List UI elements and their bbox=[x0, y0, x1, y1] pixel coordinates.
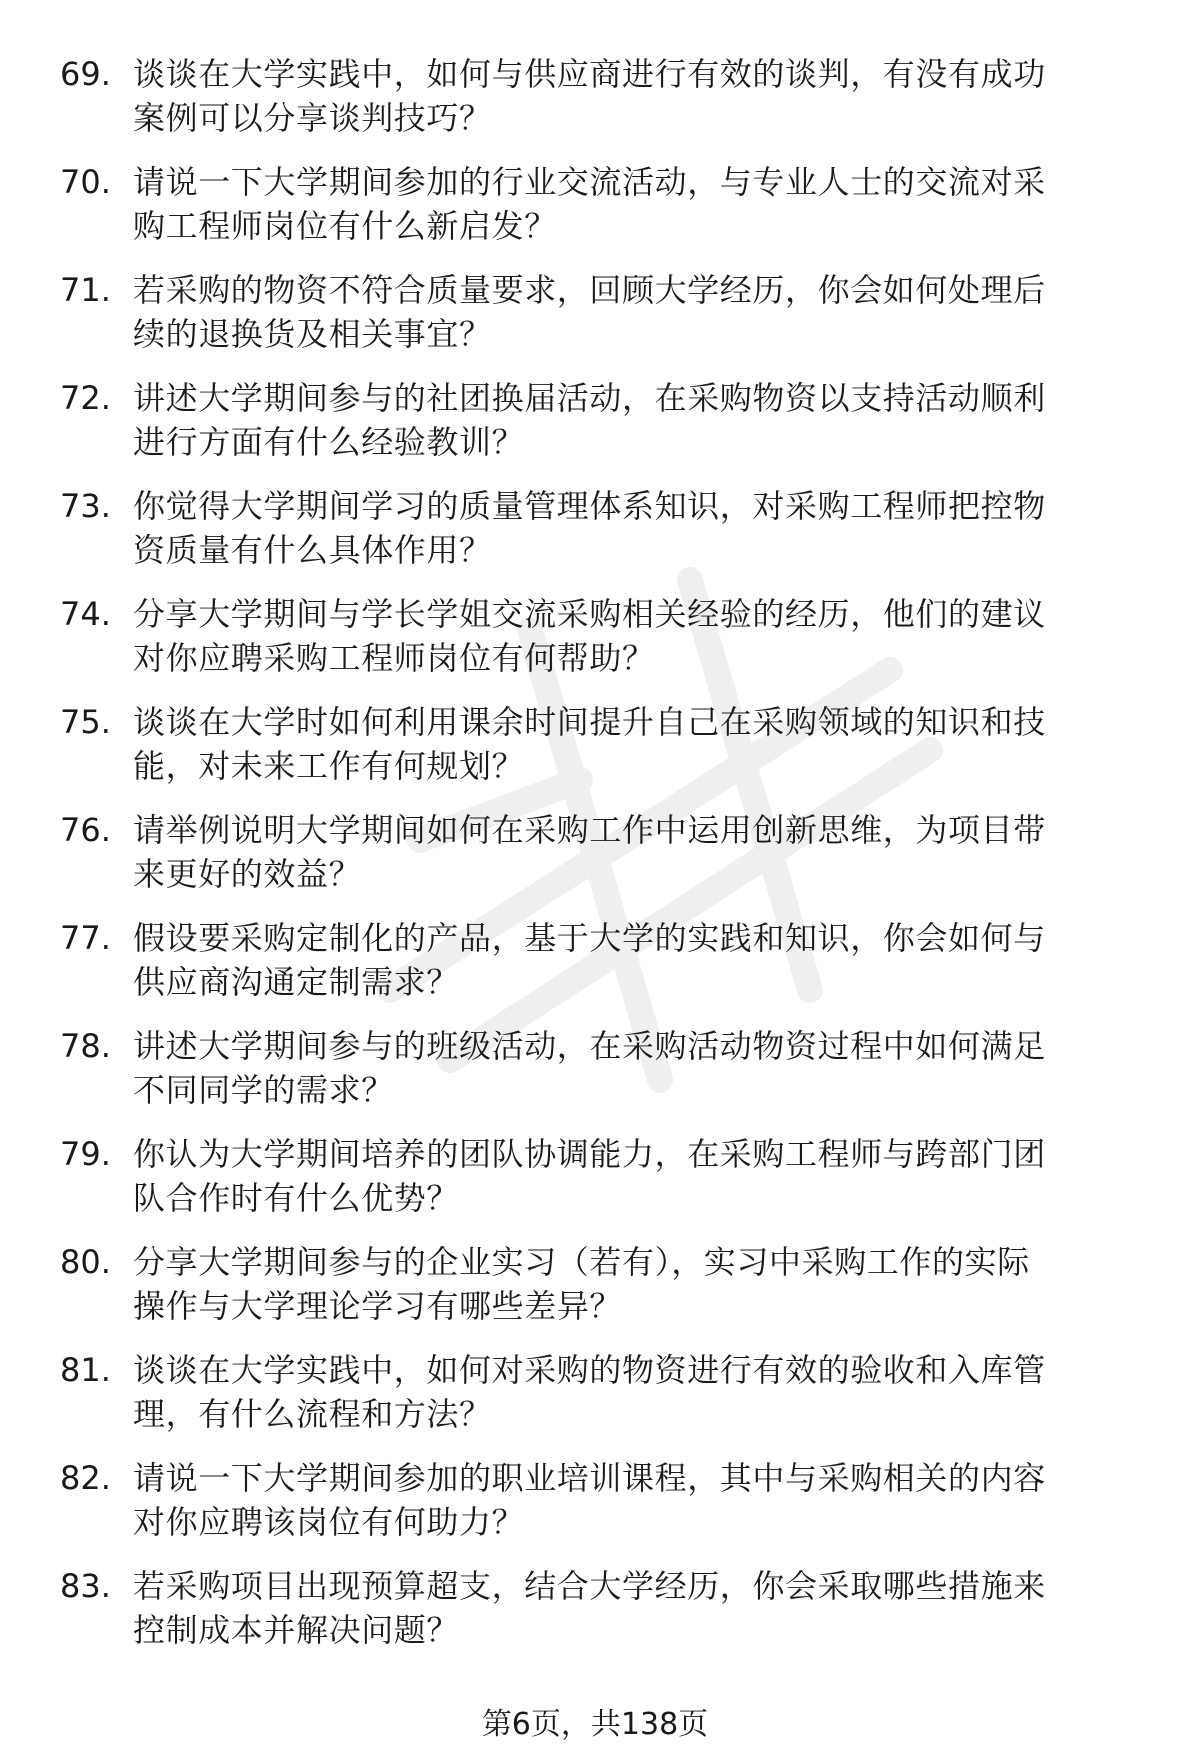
question-text-line: 假设要采购定制化的产品，基于大学的实践和知识，你会如何与 bbox=[133, 919, 1046, 957]
question-text-line: 供应商沟通定制需求？ bbox=[133, 963, 460, 1001]
question-item bbox=[0, 1564, 1190, 1672]
question-text-line: 分享大学期间参与的企业实习（若有），实习中采购工作的实际 bbox=[133, 1243, 1030, 1281]
question-text-line: 操作与大学理论学习有哪些差异？ bbox=[133, 1287, 623, 1325]
question-text-line: 你认为大学期间培养的团队协调能力，在采购工程师与跨部门团 bbox=[133, 1135, 1046, 1173]
question-number: 72. bbox=[60, 379, 111, 417]
question-number: 79. bbox=[60, 1135, 111, 1173]
question-text-line: 讲述大学期间参与的班级活动，在采购活动物资过程中如何满足 bbox=[133, 1027, 1046, 1065]
question-item bbox=[0, 268, 1190, 376]
question-item bbox=[0, 808, 1190, 916]
question-item bbox=[0, 1132, 1190, 1240]
question-number: 76. bbox=[60, 811, 111, 849]
question-number: 77. bbox=[60, 919, 111, 957]
question-number: 73. bbox=[60, 487, 111, 525]
question-number: 80. bbox=[60, 1243, 111, 1281]
question-item bbox=[0, 916, 1190, 1024]
question-number: 75. bbox=[60, 703, 111, 741]
question-item bbox=[0, 52, 1190, 160]
question-item bbox=[0, 1456, 1190, 1564]
question-text-line: 理，有什么流程和方法？ bbox=[133, 1395, 492, 1433]
question-item bbox=[0, 484, 1190, 592]
question-text-line: 请举例说明大学期间如何在采购工作中运用创新思维，为项目带 bbox=[133, 811, 1046, 849]
question-item bbox=[0, 1024, 1190, 1132]
question-item bbox=[0, 700, 1190, 808]
question-text-line: 谈谈在大学时如何利用课余时间提升自己在采购领域的知识和技 bbox=[133, 703, 1046, 741]
question-text-line: 分享大学期间与学长学姐交流采购相关经验的经历，他们的建议 bbox=[133, 595, 1046, 633]
question-text-line: 谈谈在大学实践中，如何与供应商进行有效的谈判，有没有成功 bbox=[133, 55, 1046, 93]
question-number: 81. bbox=[60, 1351, 111, 1389]
question-item bbox=[0, 1240, 1190, 1348]
question-text-line: 进行方面有什么经验教训？ bbox=[133, 423, 525, 461]
question-text-line: 请说一下大学期间参加的职业培训课程，其中与采购相关的内容 bbox=[133, 1459, 1046, 1497]
question-text-line: 队合作时有什么优势？ bbox=[133, 1179, 460, 1217]
question-list bbox=[0, 52, 1190, 1672]
question-number: 69. bbox=[60, 55, 111, 93]
question-item bbox=[0, 160, 1190, 268]
page-indicator: 第6页，共138页 bbox=[481, 1707, 709, 1742]
question-text-line: 续的退换货及相关事宜？ bbox=[133, 315, 492, 353]
question-text-line: 谈谈在大学实践中，如何对采购的物资进行有效的验收和入库管 bbox=[133, 1351, 1046, 1389]
question-text-line: 对你应聘采购工程师岗位有何帮助？ bbox=[133, 639, 655, 677]
question-item bbox=[0, 1348, 1190, 1456]
question-item bbox=[0, 376, 1190, 484]
question-text-line: 能，对未来工作有何规划？ bbox=[133, 747, 525, 785]
question-number: 71. bbox=[60, 271, 111, 309]
question-text-line: 若采购的物资不符合质量要求，回顾大学经历，你会如何处理后 bbox=[133, 271, 1046, 309]
question-text-line: 请说一下大学期间参加的行业交流活动，与专业人士的交流对采 bbox=[133, 163, 1046, 201]
question-number: 74. bbox=[60, 595, 111, 633]
question-text-line: 购工程师岗位有什么新启发？ bbox=[133, 207, 557, 245]
question-text-line: 你觉得大学期间学习的质量管理体系知识，对采购工程师把控物 bbox=[133, 487, 1046, 525]
question-item bbox=[0, 592, 1190, 700]
question-number: 82. bbox=[60, 1459, 111, 1497]
question-text-line: 控制成本并解决问题？ bbox=[133, 1611, 460, 1649]
question-number: 83. bbox=[60, 1567, 111, 1605]
question-text-line: 讲述大学期间参与的社团换届活动，在采购物资以支持活动顺利 bbox=[133, 379, 1046, 417]
question-text-line: 来更好的效益？ bbox=[133, 855, 362, 893]
question-number: 70. bbox=[60, 163, 111, 201]
question-text-line: 案例可以分享谈判技巧？ bbox=[133, 99, 492, 137]
question-text-line: 对你应聘该岗位有何助力？ bbox=[133, 1503, 525, 1541]
question-text-line: 不同同学的需求？ bbox=[133, 1071, 394, 1109]
question-number: 78. bbox=[60, 1027, 111, 1065]
question-text-line: 若采购项目出现预算超支，结合大学经历，你会采取哪些措施来 bbox=[133, 1567, 1046, 1605]
question-text-line: 资质量有什么具体作用？ bbox=[133, 531, 492, 569]
